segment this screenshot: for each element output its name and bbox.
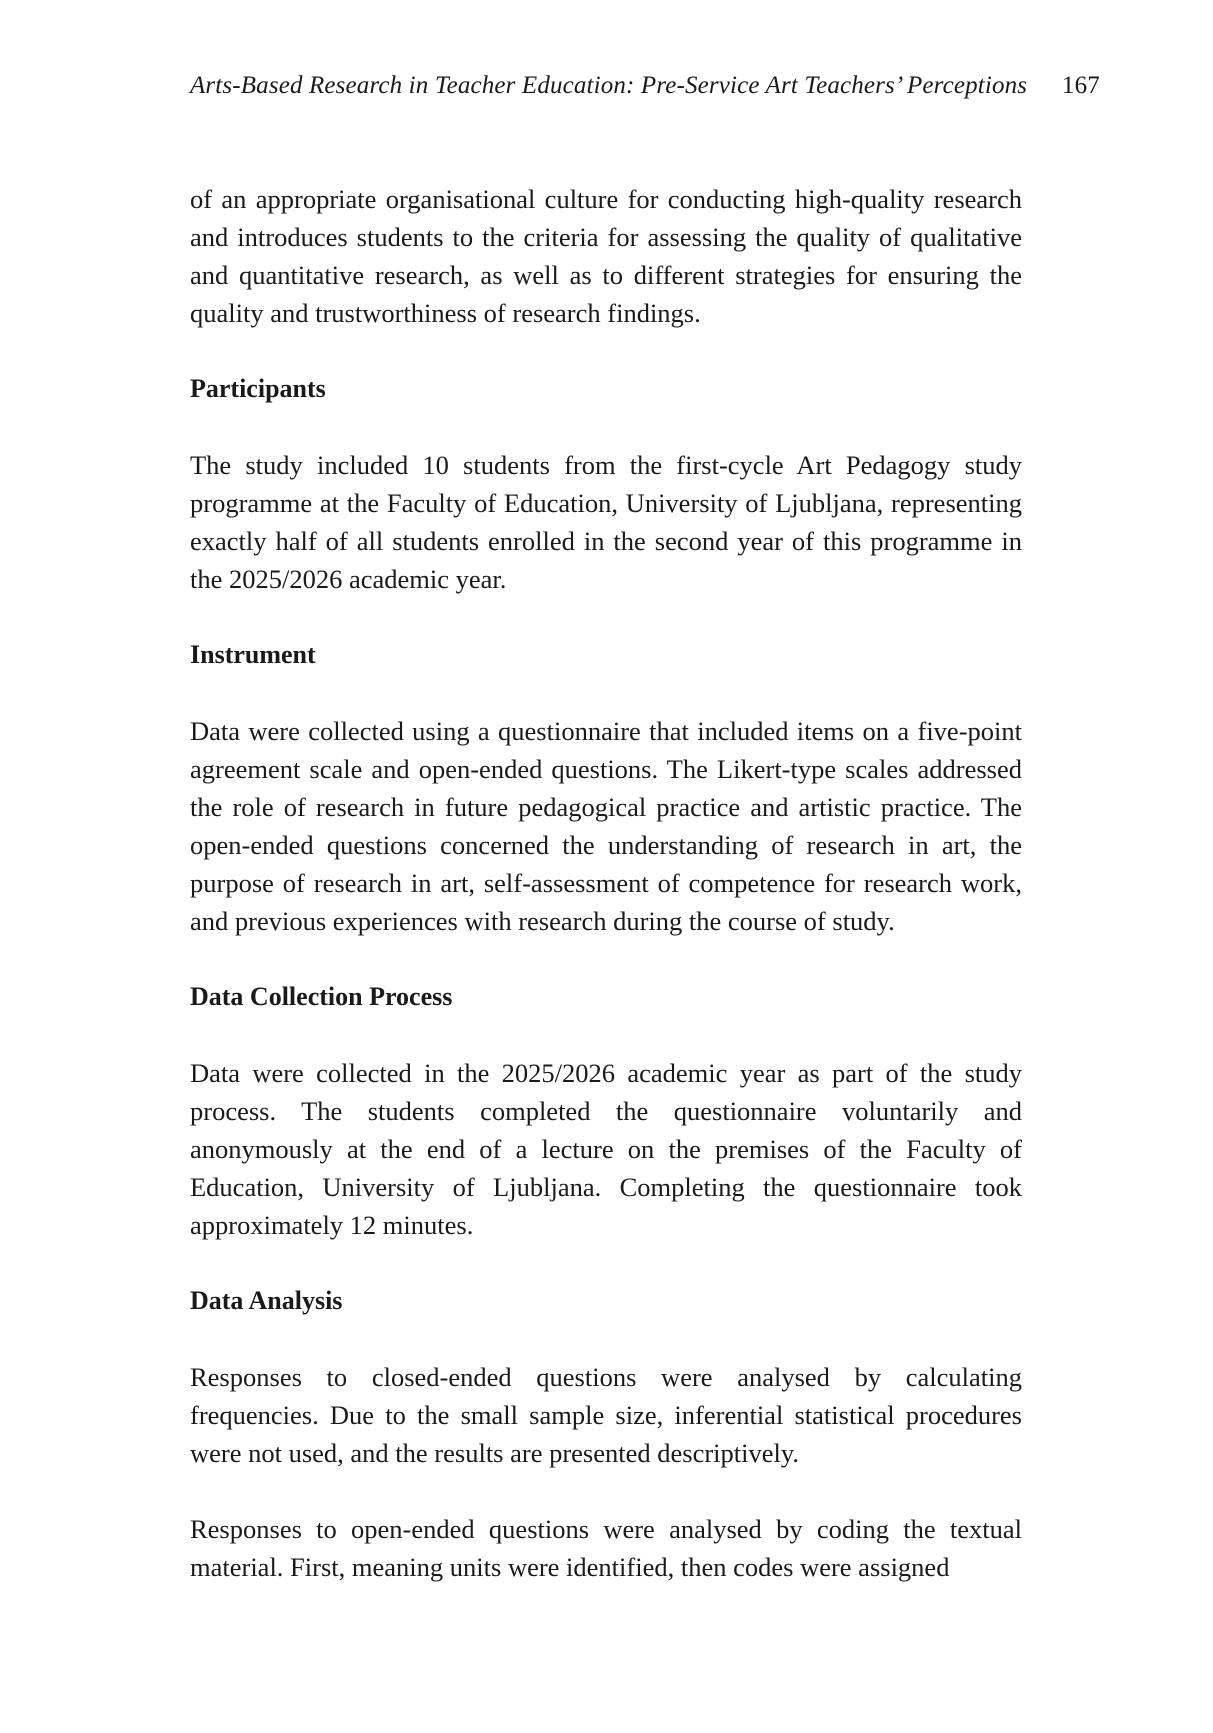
paragraph-gap xyxy=(190,1472,1022,1510)
running-header xyxy=(190,72,1100,108)
data-collection-paragraph: Data were collected in the 2025/2026 academic year as part of the study process. The students completed the questionnaire voluntarily and anonymously at the end of a lecture on the premises of the Faculty of Education, University of Ljubljana. Completing the questionnaire took approximately 12 minutes. xyxy=(190,1058,1022,1240)
body-text xyxy=(190,180,1022,1586)
data-analysis-paragraph-1: Responses to closed-ended questions were analysed by calculating frequencies. Due to the small sample size, inferential statistical procedures were not used, and the results are presented descriptively. xyxy=(190,1362,1022,1468)
intro-paragraph: of an appropriate organisational culture for conducting high-quality research and introduces students to the criteria for assessing the quality of qualitative and quantitative research, as well as to different strategies for ensuring the quality and trustworthiness of research findings. xyxy=(190,184,1022,328)
section-heading-data-collection: Data Collection Process xyxy=(190,982,453,1011)
section-heading-data-analysis: Data Analysis xyxy=(190,1286,343,1315)
participants-paragraph: The study included 10 students from the first-cycle Art Pedagogy study programme at the Faculty of Education, University of Ljubljana, representing exactly half of all students enrolled in the second year of this programme in the 2025/2026 academic year. xyxy=(190,450,1022,594)
page-number: 167 xyxy=(1061,72,1100,99)
running-title: Arts-Based Research in Teacher Education: Pre-Service Art Teachers’ Perceptions xyxy=(190,72,1028,99)
section-heading-participants: Participants xyxy=(190,374,326,403)
instrument-paragraph: Data were collected using a questionnaire that included items on a five-point agreement scale and open-ended questions. The Likert-type scales addressed the role of research in future pedagogical practice and artistic practice. The open-ended questions concerned the understanding of research in art, the purpose of research in art, self-assessment of competence for research work, and previous experiences with research during the course of study. xyxy=(190,716,1022,936)
data-analysis-paragraph-2: Responses to open-ended questions were analysed by coding the textual material. First, meaning units were identified, then codes were assigned xyxy=(190,1514,1022,1582)
section-heading-instrument: Instrument xyxy=(190,640,316,669)
